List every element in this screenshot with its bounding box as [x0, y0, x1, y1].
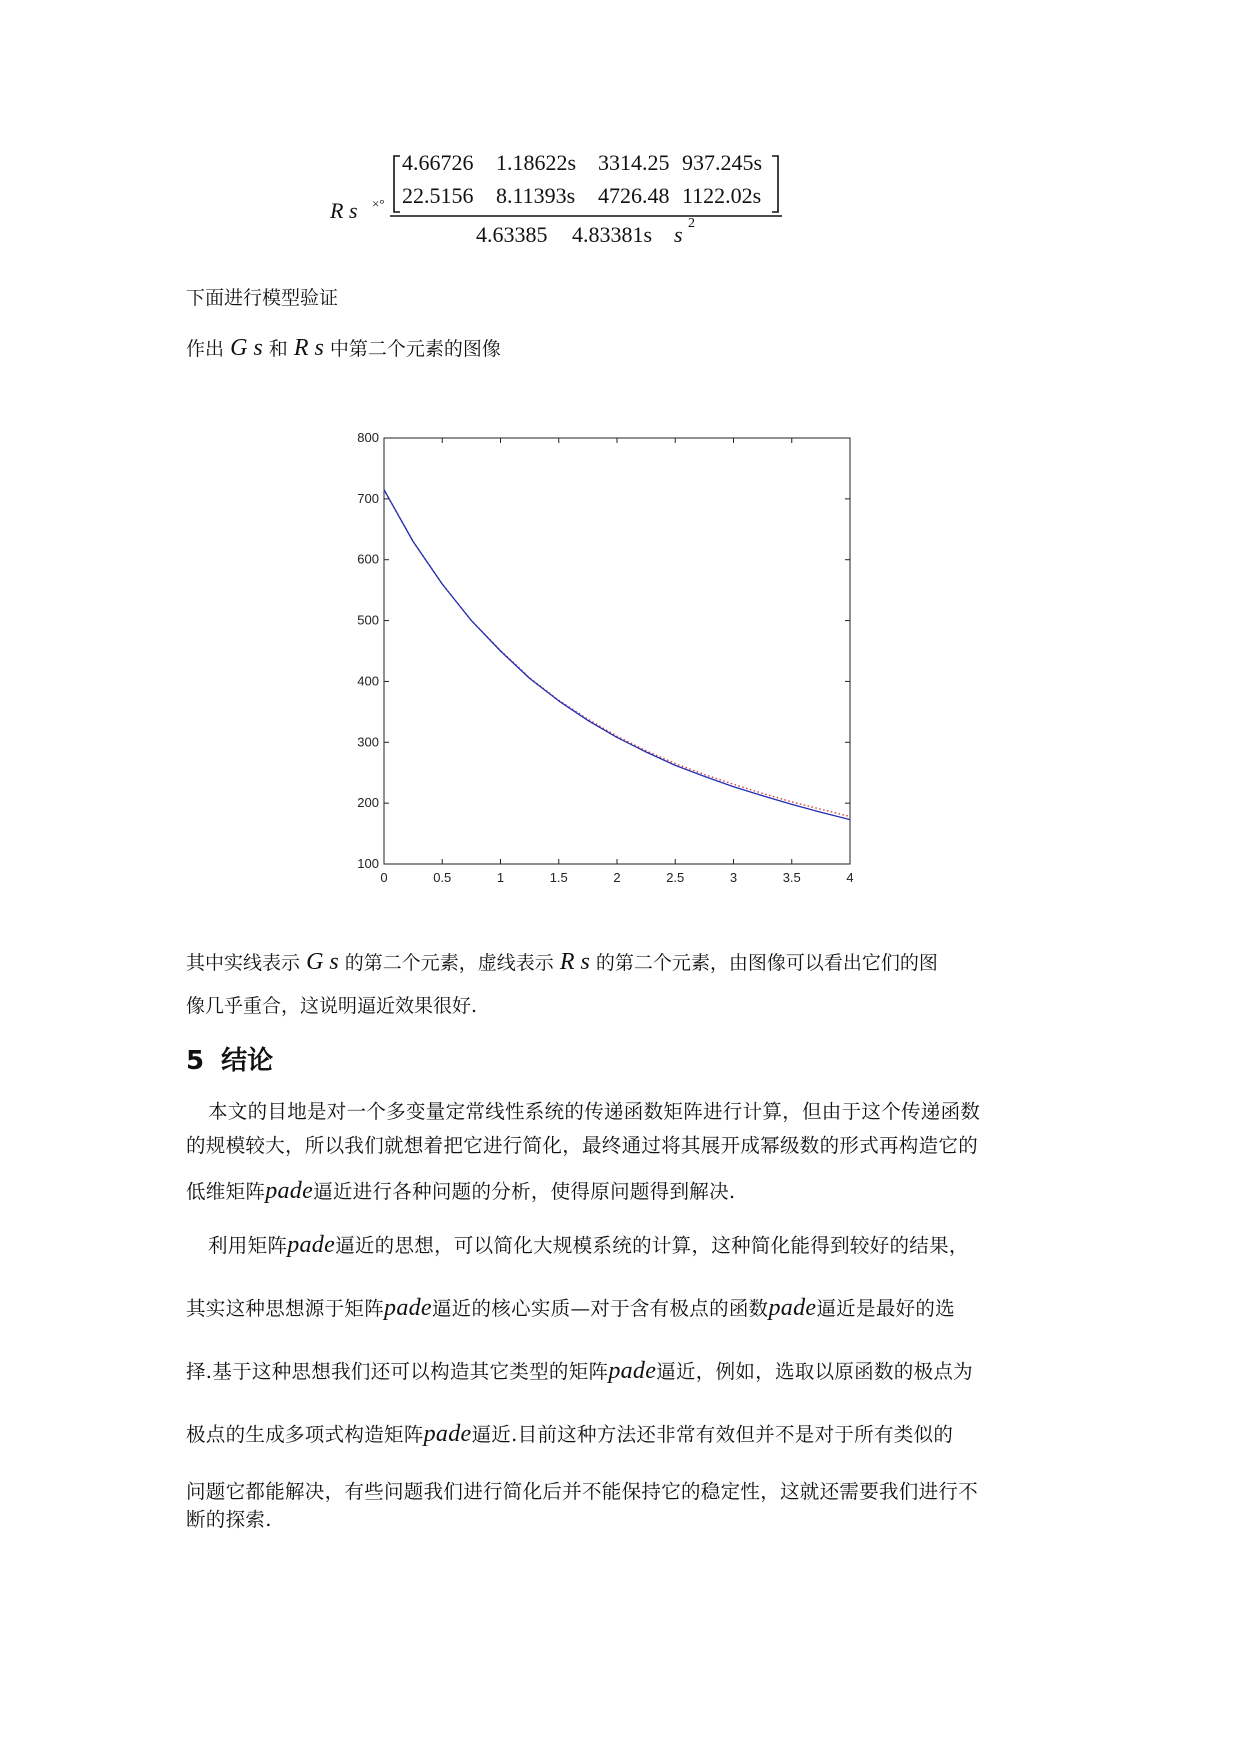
row1-col3: 3314.25: [598, 150, 670, 175]
plot-intro-r: R s: [293, 335, 324, 361]
plot-intro-post: 中第二个元素的图像: [329, 338, 501, 360]
model-check-line: 下面进行模型验证: [186, 287, 339, 309]
caption1-r: R s: [559, 949, 590, 975]
p2-line-2-mid: 逼近的核心实质—对于含有极点的函数: [431, 1297, 769, 1320]
plot-intro-line: [186, 330, 501, 366]
caption1-g: G s: [306, 949, 339, 975]
pade-term: pade: [608, 1358, 657, 1384]
p2-line-1: [186, 1230, 1066, 1259]
p2-line-6: 断的探索.: [186, 1508, 272, 1531]
p1-line-3-post: 逼近进行各种问题的分析，使得原问题得到解决.: [313, 1180, 736, 1203]
x-tick-label: 2.5: [666, 870, 685, 885]
series-group: [384, 490, 850, 820]
x-tick-label: 0.5: [433, 870, 452, 885]
row1-col4: 937.245s: [682, 150, 763, 175]
x-axis-ticks: [380, 438, 853, 885]
denom-term1: 4.63385: [476, 222, 548, 247]
y-tick-label: 100: [357, 856, 379, 871]
solid-series-line: [384, 490, 850, 820]
caption-line-1: [186, 944, 938, 980]
row2-col4: 1122.02s: [682, 183, 762, 208]
caption-line-2: 像几乎重合，这说明逼近效果很好.: [186, 995, 478, 1017]
x-tick-label: 1.5: [549, 870, 568, 885]
p1-line-1: 本文的目地是对一个多变量定常线性系统的传递函数矩阵进行计算，但由于这个传递函数: [208, 1100, 981, 1123]
x-tick-label: 4: [846, 870, 854, 885]
y-tick-label: 800: [357, 430, 379, 445]
conclusion-paragraph-2: [186, 1230, 1066, 1532]
section-title: 结论: [221, 1046, 274, 1076]
p1-line-2: 的规模较大，所以我们就想着把它进行简化，最终通过将其展开成幂级数的形式再构造它的: [186, 1134, 979, 1157]
p1-line-3-pre: 低维矩阵: [186, 1180, 266, 1203]
caption1-post: 的第二个元素，由图像可以看出它们的图: [595, 952, 938, 974]
x-tick-label: 3.5: [782, 870, 801, 885]
x-tick-label: 3: [729, 870, 738, 885]
plot-intro-mid: 和: [268, 338, 288, 360]
conclusion-paragraph-1: [186, 1096, 1066, 1205]
comparison-chart: [350, 418, 870, 898]
x-tick-label: 1: [496, 870, 505, 885]
y-tick-label: 600: [357, 551, 379, 567]
plot-intro-pre: 作出: [186, 338, 225, 360]
denom-exponent: 2: [688, 216, 695, 231]
section-heading: [186, 1040, 273, 1077]
p2-line-3-post: 逼近，例如，选取以原函数的极点为: [656, 1360, 973, 1383]
x-tick-label: 2: [613, 870, 621, 885]
pade-term: pade: [384, 1295, 432, 1321]
p2-line-2: [186, 1293, 1066, 1322]
y-tick-label: 500: [357, 612, 379, 628]
formula-lhs: R s: [330, 198, 358, 223]
caption1-mid: 的第二个元素，虚线表示: [344, 952, 554, 974]
row2-col3: 4726.48: [598, 183, 670, 208]
pade-term: pade: [768, 1295, 817, 1321]
p2-line-5: 问题它都能解决，有些问题我们进行简化后并不能保持它的稳定性，这就还需要我们进行不: [186, 1480, 979, 1503]
section-number: 5: [186, 1046, 205, 1076]
row2-col2: 8.11393s: [496, 183, 576, 208]
p2-line-1-pre: 利用矩阵: [208, 1234, 288, 1257]
p1-line-3: [186, 1176, 1066, 1205]
matrix-formula: [330, 150, 892, 280]
y-tick-label: 400: [357, 673, 379, 689]
p2-line-4-pre: 极点的生成多项式构造矩阵: [186, 1423, 424, 1446]
pade-term: pade: [265, 1178, 314, 1204]
x-tick-label: 0: [380, 870, 388, 885]
plot-frame: [384, 438, 850, 864]
denom-term2: 4.83381s: [572, 222, 653, 247]
y-tick-label: 700: [357, 490, 379, 506]
p2-line-2-pre: 其实这种思想源于矩阵: [186, 1297, 385, 1320]
p2-line-2-post: 逼近是最好的选: [816, 1297, 955, 1320]
p2-line-3: [186, 1356, 1066, 1385]
p2-line-1-post: 逼近的思想，可以简化大规模系统的计算，这种简化能得到较好的结果，: [335, 1234, 969, 1257]
formula-eq-glyph: ×°: [372, 196, 385, 211]
dotted-series-line: [384, 490, 850, 817]
row2-col1: 22.5156: [402, 183, 474, 208]
p2-line-4: [186, 1419, 1066, 1448]
pade-term: pade: [287, 1232, 336, 1258]
denom-term3: s: [674, 222, 683, 247]
y-axis-ticks: [357, 430, 850, 871]
y-tick-label: 300: [357, 734, 379, 750]
y-tick-label: 200: [357, 795, 379, 811]
row1-col2: 1.18622s: [496, 150, 577, 175]
row1-col1: 4.66726: [402, 150, 474, 175]
plot-intro-g: G s: [230, 335, 263, 361]
caption1-pre: 其中实线表示: [186, 952, 301, 974]
pade-term: pade: [423, 1421, 472, 1447]
p2-line-3-pre: 择.基于这种思想我们还可以构造其它类型的矩阵: [186, 1360, 609, 1383]
p2-line-4-post: 逼近.目前这种方法还非常有效但并不是对于所有类似的: [471, 1423, 954, 1446]
